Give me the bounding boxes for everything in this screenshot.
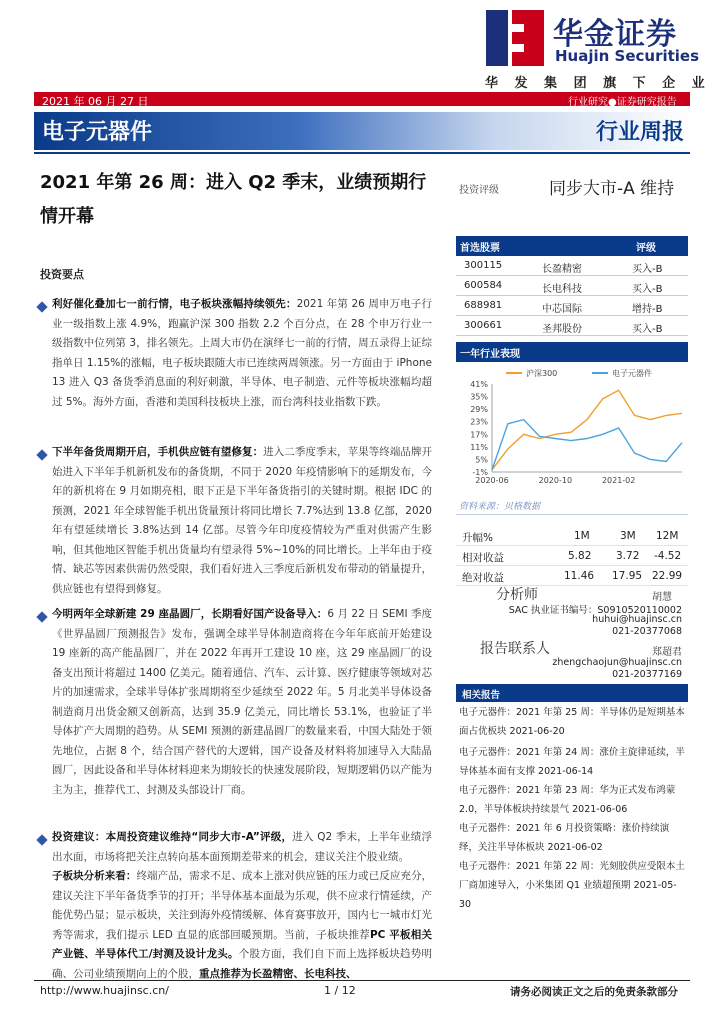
research-tag: 行业研究●证券研究报告 — [568, 97, 677, 108]
related-report-item[interactable]: 电子元器件：2021 年 6 月投资策略：涨价持续演绎，关注半导体板块 2021-06-02 — [459, 823, 670, 853]
returns-header-3m: 3M — [620, 530, 636, 542]
page-number: 1 / 12 — [324, 984, 356, 997]
paragraph-1-lead: 利好催化叠加七一前行情，电子板块涨幅持续领先： — [52, 298, 297, 310]
table-row — [456, 316, 688, 336]
stock-name: 圣邦股份 — [542, 324, 582, 335]
logo-english-name: Huajin Securities — [555, 47, 700, 65]
y-tick-label: 17% — [470, 430, 488, 440]
stock-name: 长电科技 — [542, 284, 582, 295]
x-tick-label: 2020-10 — [538, 476, 573, 485]
stocks-table-header — [456, 236, 688, 256]
y-tick-label: -1% — [472, 468, 488, 477]
y-tick-label: 11% — [470, 442, 488, 452]
band-divider — [34, 152, 690, 154]
legend-label: 沪深300 — [526, 369, 558, 378]
stocks-header-stock: 首选股票 — [460, 243, 500, 254]
returns-row-label: 绝对收益 — [462, 572, 504, 584]
paragraph-2-body: 进入二季度季末，苹果等终端品牌开始进入下半年手机新机发布的备货期，不同于 2020 年疫情影响下的延期发布，今年的新机将在 9 月如期亮相，眼下正是下半年备货指引的关键时期。根据 IDC 的预测，2021 年全球智能手机出货量预计将同比增长 7.7%达到 13.8 亿部，2020 年有望延续增长 3.8%达到 14 亿部。尽管今年印度疫情较为严重对供需产生影响，但其他地区智能手机出货量均有望录得 5%~10%的同比增长。上半年由于疫情、缺芯等因素供需仍然受限，我们看好进入三季度后新机发布带动的销量提升，供应链也有望得到修复。 — [52, 446, 433, 595]
y-tick-label: 35% — [470, 392, 488, 402]
rating-label: 投资评级 — [459, 185, 499, 196]
paragraph-1-body: 2021 年第 26 周申万电子行业一级指数上涨 4.9%，跑赢沪深 300 指数 2.2 个百分点，在 28 个申万行业一级指数中位列第 3，排名领先。上周大市仍在演绎七一前的行情，周五录得上证综指单日 1.15%的涨幅，电子板块跟随大市已连续两周领涨。另一方面由于 iPhone 13 进入 Q3 备货季消息面的利好刺激，半导体、电子制造、元件等板块涨幅均超过 5%。海外方面，香港和美国科技板块上涨，而台湾科技业指数下跌。 — [52, 298, 432, 408]
analyst-name: 胡慧 — [652, 592, 672, 603]
report-type: 行业周报 — [596, 120, 685, 145]
table-row — [456, 256, 688, 276]
analyst-phone: 021-20377068 — [612, 626, 682, 637]
paragraph-4-lead-2: 子板块分析来看： — [52, 870, 137, 882]
stock-name: 长盈精密 — [542, 264, 582, 275]
related-report-item[interactable]: 电子元器件：2021 年第 23 周：华为正式发布鸿蒙 2.0，半导体板块持续景气 2021-06-06 — [459, 785, 676, 815]
related-reports-label: 相关报告 — [462, 690, 501, 701]
analyst-label: 分析师 — [496, 587, 538, 603]
logo-chinese-name: 华金证券 — [553, 17, 677, 52]
returns-row-label: 相对收益 — [462, 552, 504, 564]
related-report-item[interactable]: 电子元器件：2021 年第 22 周：光刻胶供应受限本土厂商加速导入，小米集团 Q1 业绩超预期 2021-05-30 — [459, 861, 685, 910]
stock-rating: 买入-B — [632, 324, 663, 335]
returns-12m: -4.52 — [654, 550, 682, 562]
performance-chart — [456, 364, 688, 496]
performance-header — [456, 342, 688, 362]
bullet-icon — [36, 834, 47, 845]
stock-rating: 买入-B — [632, 284, 663, 295]
paragraph-3-lead: 今明两年全球新建 29 座晶圆厂，长期看好国产设备导入： — [52, 608, 328, 620]
footer-url-link[interactable]: http://www.huajinsc.cn/ — [40, 984, 169, 997]
bullet-icon — [36, 611, 47, 622]
paragraph-4 — [52, 828, 432, 984]
chart-source-divider — [456, 514, 688, 515]
stock-rating: 增持-B — [632, 304, 663, 315]
contact-name: 郑超君 — [652, 647, 682, 658]
analyst-email[interactable]: huhui@huajinsc.cn — [592, 614, 682, 625]
stock-code: 300661 — [464, 320, 503, 331]
paragraph-3-body: 6 月 22 日 SEMI 季度《世界晶圆厂预测报告》发布，强调全球半导体制造商将在今年年底前开始建设 19 座新的高产能晶圆厂，并在 2022 年再开工建设 10 座，这 29 座晶圆厂的设备支出预计将超过 1400 亿美元。随着通信、汽车、云计算、医疗健康等领域对芯片的加速需求，全球半导体扩张周期将至少延续至 2022 年。5 月北美半导体设备制造商月出货金额又创新高，达到 35.9 亿美元，同比增长 53.1%，也验证了半导体扩产大周期的趋势。从 SEMI 预测的新建晶圆厂的数量来看，中国大陆处于领先地位，占据 8 个，结合国产替代的大逻辑，国产设备及材料将加速导入大陆晶圆厂，因此设备和半导体材料迎来为期较长的快速发展阶段，短期逻辑仍以产能为主为主，推荐代工、封测及头部设计厂商。 — [52, 608, 433, 796]
paragraph-4-lead-3: PC 平板相关产业链、半导体代工/封测及设计龙头。 — [52, 928, 433, 960]
returns-header-1m: 1M — [574, 530, 590, 542]
related-report-item[interactable]: 电子元器件：2021 年第 24 周：涨价主旋律延续，半导体基本面有支撑 2021-06-14 — [459, 747, 685, 777]
bullet-icon — [36, 301, 47, 312]
group-tagline: 华 发 集 团 旗 下 企 业 — [485, 76, 711, 91]
sector-title: 电子元器件 — [42, 120, 153, 145]
footer-divider — [34, 980, 690, 981]
report-title: 2021 年第 26 周：进入 Q2 季末，业绩预期行情开幕 — [40, 172, 427, 227]
returns-1m: 5.82 — [568, 550, 592, 562]
stock-code: 300115 — [464, 260, 503, 271]
series-line-electronics — [492, 420, 682, 470]
x-tick-label: 2020-06 — [475, 476, 509, 485]
contact-email[interactable]: zhengchaojun@huajinsc.cn — [552, 657, 682, 668]
returns-3m: 17.95 — [612, 570, 643, 582]
stock-code: 600584 — [464, 280, 503, 291]
paragraph-4-lead: 投资建议：本周投资建议维持“同步大市-A”评级， — [52, 831, 293, 843]
paragraph-3 — [52, 605, 432, 800]
stock-code: 688981 — [464, 300, 503, 311]
table-row — [456, 566, 688, 586]
stock-rating: 买入-B — [632, 264, 663, 275]
rating-value: 同步大市-A 维持 — [549, 179, 675, 199]
footer-disclaimer: 请务必阅读正文之后的免责条款部分 — [510, 986, 678, 998]
table-row — [456, 296, 688, 316]
bullet-icon — [36, 449, 47, 460]
returns-12m: 22.99 — [652, 570, 683, 582]
paragraph-2-lead: 下半年备货周期开启，手机供应链有望修复： — [52, 446, 264, 458]
returns-header-label: 升幅% — [462, 532, 493, 544]
legend-label: 电子元器件 — [612, 369, 652, 378]
y-tick-label: 5% — [475, 455, 488, 465]
related-reports-header — [456, 684, 688, 702]
returns-header-row — [456, 526, 688, 546]
y-tick-label: 41% — [470, 380, 488, 389]
paragraph-1 — [52, 295, 432, 412]
report-date: 2021 年 06 月 27 日 — [42, 95, 149, 108]
x-tick-label: 2021-02 — [601, 476, 636, 485]
contact-phone: 021-20377169 — [612, 669, 682, 680]
paragraph-4-body-2: 终端产品，需求不足、成本上涨对供应链的压力或已反应充分，建议关注下半年备货季节的打开；半导体基本面最为乐观，供不应求行情延续，产能优势凸显；显示板块，关注到海外疫情缓解、体育赛事放开，国内七一城市灯光秀等需求，我们提示 LED 直显的底部回暖预期。当前，子板块推荐 — [52, 870, 433, 941]
paragraph-4-body: 进入 Q2 季末，上半年业绩浮出水面，市场将把关注点转向基本面预期差带来的机会，建议关注个股业绩。 — [52, 831, 433, 863]
returns-3m: 3.72 — [616, 550, 640, 562]
performance-header-label: 一年行业表现 — [460, 349, 520, 360]
paragraph-4-lead-4: 重点推荐为长盈精密、长电科技、 — [199, 967, 357, 980]
stock-name: 中芯国际 — [542, 304, 582, 315]
returns-header-12m: 12M — [656, 530, 679, 542]
stocks-header-rating: 评级 — [636, 243, 656, 254]
returns-1m: 11.46 — [564, 570, 595, 582]
related-report-item[interactable]: 电子元器件：2021 年第 25 周：半导体仍是短期基本面占优板块 2021-06-20 — [459, 707, 685, 737]
table-row — [456, 276, 688, 296]
table-row — [456, 546, 688, 566]
paragraph-4-body-3: 个股方面，我们自下而上选择板块趋势明确、公司业绩预期向上的个股， — [52, 948, 433, 980]
y-tick-label: 29% — [470, 405, 488, 415]
paragraph-2 — [52, 443, 432, 599]
y-tick-label: 23% — [470, 417, 488, 427]
huajin-logo-icon — [486, 10, 544, 66]
chart-source: 资料来源：贝格数据 — [459, 502, 541, 512]
analyst-sac: SAC 执业证书编号：S0910520110002 — [508, 605, 682, 616]
contact-label: 报告联系人 — [480, 641, 550, 657]
key-points-heading: 投资要点 — [40, 268, 84, 281]
series-line-hs300 — [492, 390, 682, 470]
